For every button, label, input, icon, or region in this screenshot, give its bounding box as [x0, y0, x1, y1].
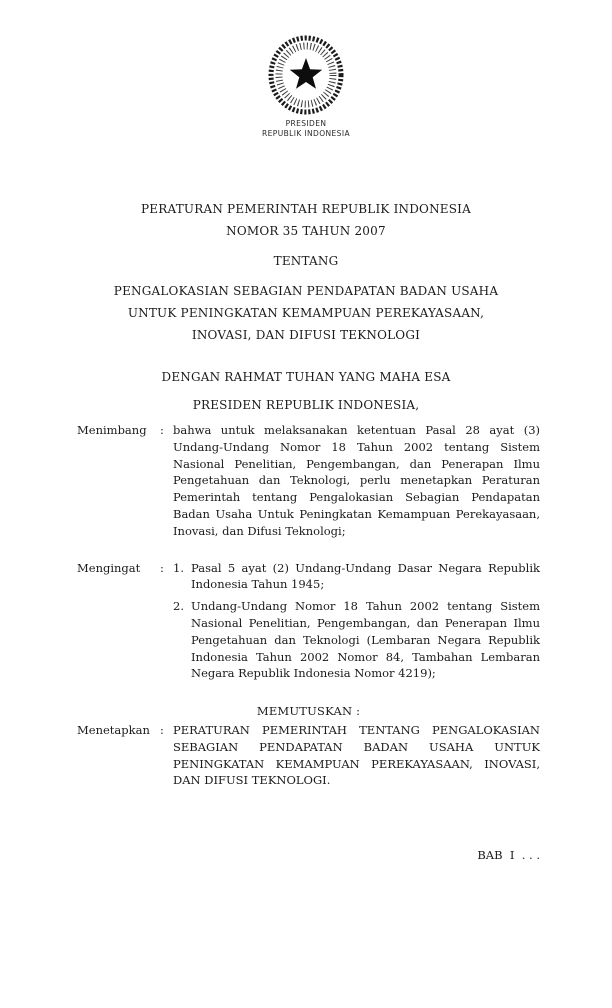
mengingat-colon: : — [160, 560, 164, 575]
menetapkan-colon: : — [160, 722, 164, 737]
agency-line-presiden: PRESIDEN — [285, 119, 327, 128]
mengingat-item-2 — [173, 598, 540, 682]
mengingat-item-1-number: 1. — [173, 560, 184, 575]
mengingat-item-1-text: Pasal 5 ayat (2) Undang-Undang Dasar Negara Republik Indonesia Tahun 1945; — [191, 560, 540, 592]
menimbang-section — [77, 422, 540, 540]
tentang-label: TENTANG — [273, 254, 339, 268]
mengingat-label: Mengingat — [77, 560, 141, 575]
menetapkan-section — [77, 722, 540, 789]
document-body — [77, 422, 540, 789]
subject-line2: UNTUK PENINGKATAN KEMAMPUAN PEREKAYASAAN, — [127, 306, 485, 320]
menetapkan-text: PERATURAN PEMERINTAH TENTANG PENGALOKASIAN SEBAGIAN PENDAPATAN BADAN USAHA UNTUK PENINGKATAN KEMAMPUAN PEREKAYASAAN, INOVASI, DAN DIFUSI TEKNOLOGI. — [173, 722, 540, 788]
mengingat-item-2-text: Undang-Undang Nomor 18 Tahun 2002 tentang Sistem Nasional Penelitian, Pengembangan, dan Penerapan Ilmu Pengetahuan dan Teknologi (Lembaran Negara Republik Indonesia Tahun 2002 Nomor 84, Tambahan Lembaran Negara Republik Indonesia Nomor 4219); — [191, 599, 540, 681]
menetapkan-label: Menetapkan — [77, 722, 150, 737]
menimbang-text: bahwa untuk melaksanakan ketentuan Pasal 28 ayat (3) Undang-Undang Nomor 18 Tahun 2002 tentang Sistem Nasional Penelitian, Pengembangan, dan Penerapan Ilmu Pengetahuan dan Teknologi, perlu menetapkan Peraturan Pemerintah tentang Pengalokasian Sebagian Pendapatan Badan Usaha Untuk Peningkatan Kemampuan Perekayasaan, Inovasi, dan Difusi Teknologi; — [173, 423, 540, 538]
rahmat-line: DENGAN RAHMAT TUHAN YANG MAHA ESA — [161, 370, 451, 384]
regulation-number: NOMOR 35 TAHUN 2007 — [226, 224, 386, 238]
mengingat-items — [173, 560, 540, 688]
mengingat-section — [77, 560, 540, 688]
subject-line3: INOVASI, DAN DIFUSI TEKNOLOGI — [191, 328, 421, 342]
mengingat-item-2-number: 2. — [173, 599, 184, 614]
title-block — [0, 198, 612, 416]
presiden-line: PRESIDEN REPUBLIK INDONESIA, — [192, 398, 420, 412]
menimbang-label: Menimbang — [77, 423, 147, 437]
menimbang-colon: : — [160, 423, 164, 437]
agency-title — [0, 119, 612, 139]
regulation-title-line1: PERATURAN PEMERINTAH REPUBLIK INDONESIA — [141, 202, 471, 216]
mengingat-item-1 — [173, 560, 540, 594]
subject-line1: PENGALOKASIAN SEBAGIAN PENDAPATAN BADAN USAHA — [113, 284, 499, 298]
memutuskan-heading: MEMUTUSKAN : — [256, 704, 361, 719]
agency-line-republik: REPUBLIK INDONESIA — [262, 129, 350, 138]
emblem-container — [0, 34, 612, 120]
presidential-star-emblem-icon — [266, 34, 346, 116]
bab-continuation-ref: BAB I . . . — [477, 848, 540, 862]
